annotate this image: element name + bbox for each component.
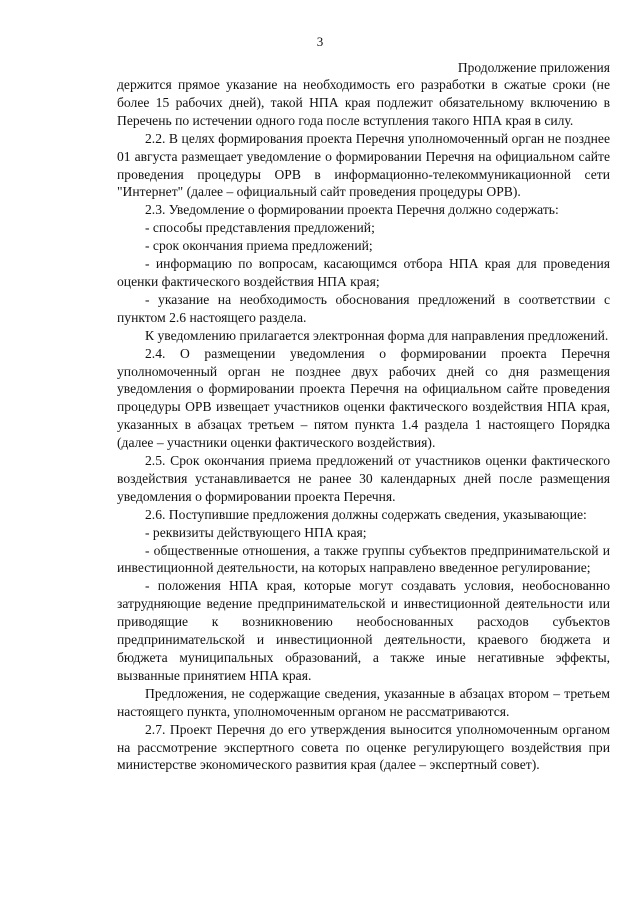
paragraph-2-5: 2.5. Срок окончания приема предложений от участников оценки фактического воздействия устанавливается не ранее 30 календарных дней после размещения уведомления о формировании проекта Перечня. [117, 453, 610, 504]
paragraph-2-6: 2.6. Поступившие предложения должны содержать сведения, указывающие: [145, 506, 587, 522]
list-item: - общественные отношения, а также группы субъектов предпринимательской и инвестиционной деятельности, на которых направлено введенное регулирование; [117, 542, 610, 576]
paragraph-rejection-note: Предложения, не содержащие сведения, указанные в абзацах втором – третьем настоящего пункта, уполномоченным органом не рассматриваются. [117, 685, 610, 719]
paragraph-2-4: 2.4. О размещении уведомления о формировании проекта Перечня уполномоченный орган не позднее двух рабочих дней со дня размещения уведомления о формировании проекта Перечня на официальном сайте проведения процедуры ОРВ извещает участников оценки фактического воздействия НПА края, указанных в абзацах третьем – пятом пункта 1.4 раздела 1 настоящего Порядка (далее – участники оценки фактического воздействия). [117, 345, 610, 451]
paragraph-2-3: 2.3. Уведомление о формировании проекта Перечня должно содержать: [145, 202, 559, 218]
running-head: Продолжение приложения [457, 60, 610, 75]
paragraph-continuation: держится прямое указание на необходимость его разработки в сжатые сроки (не более 15 рабочих дней), такой НПА края подлежит обязательному включению в Перечень по истечении одного года после вступления такого НПА края в силу. [117, 77, 610, 128]
paragraph-attachment-note: К уведомлению прилагается электронная форма для направления предложений. [145, 327, 609, 343]
list-item: - способы представления предложений; [145, 220, 375, 236]
page-number: 3 [316, 34, 324, 49]
paragraph-2-2: 2.2. В целях формирования проекта Перечня уполномоченный орган не позднее 01 августа размещает уведомление о формировании Перечня на официальном сайте проведения процедуры ОРВ в информационно-телекоммуникационной сети "Интернет" (далее – официальный сайт проведения процедуры ОРВ). [117, 130, 610, 200]
list-item: - указание на необходимость обоснования предложений в соответствии с пунктом 2.6 настоящего раздела. [117, 291, 610, 325]
document-body [117, 76, 610, 774]
list-item: - срок окончания приема предложений; [145, 238, 373, 254]
list-item: - информацию по вопросам, касающимся отбора НПА края для проведения оценки фактического воздействия НПА края; [117, 256, 610, 289]
list-item: - реквизиты действующего НПА края; [145, 524, 367, 540]
paragraph-2-7: 2.7. Проект Перечня до его утверждения выносится уполномоченным органом на рассмотрение экспертного совета по оценке регулирующего воздействия при министерстве экономического развития края (далее – экспертный совет). [117, 721, 610, 773]
list-item: - положения НПА края, которые могут создавать условия, необоснованно затрудняющие ведение предпринимательской и инвестиционной деятельности или приводящие к возникновению необоснованных расходов субъектов предпринимательской и инвестиционной деятельности, краевого бюджета и бюджета муниципальных образований, а также иные негативные эффекты, вызванные принятием НПА края. [117, 578, 610, 683]
